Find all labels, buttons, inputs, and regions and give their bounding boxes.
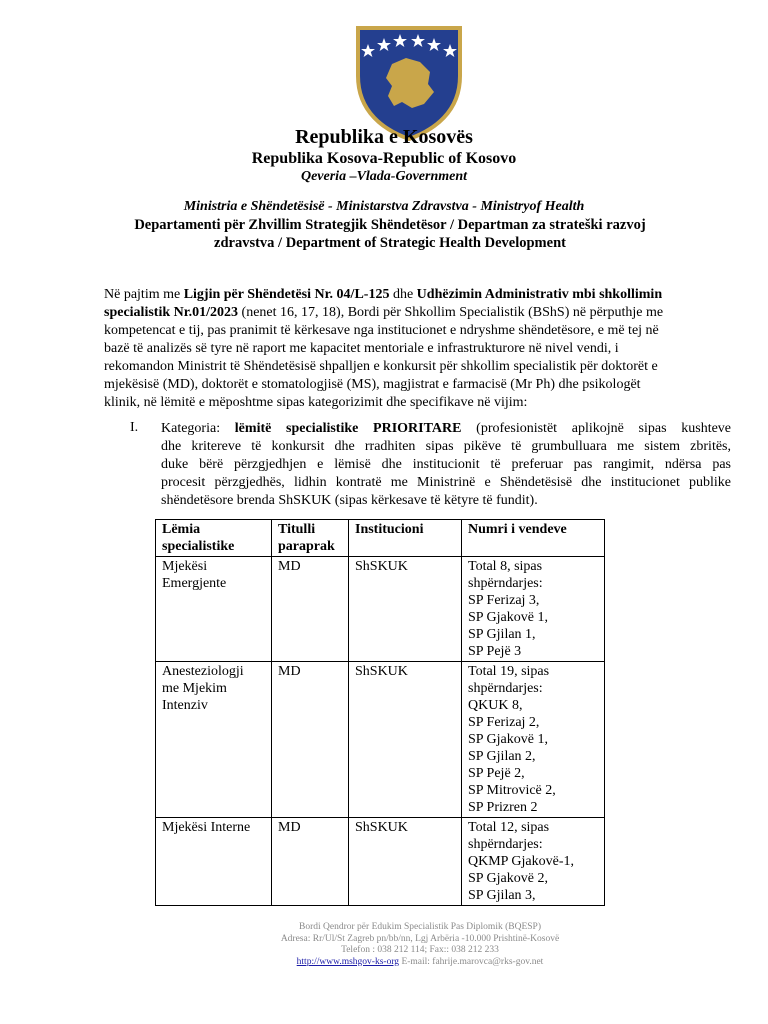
section-text: Kategoria:: [161, 421, 235, 436]
header-title: Titulli paraprak: [272, 520, 349, 557]
cell-institution: ShSKUK: [349, 557, 462, 662]
intro-line: kompetencat e tij, pas pranimit të kërkesave nga institucionet e ndryshme shëndetësore, e më tej në: [104, 323, 659, 338]
footer-contact: [0, 957, 768, 969]
cell-field: Mjekësi Emergjente: [156, 557, 272, 662]
table-row: [156, 557, 605, 662]
section-line: dhe kritereve të konkursit dhe rradhiten sipas pikëve të grumbulluara me sistem zbritës,: [161, 439, 731, 454]
cell-institution: ShSKUK: [349, 818, 462, 906]
intro-text: dhe: [389, 287, 417, 302]
footer-website-link[interactable]: http://www.mshgov-ks-org: [296, 956, 400, 967]
section-category-name: lëmitë specialistike PRIORITARE: [234, 421, 462, 436]
department-line-2: zdravstva / Department of Strategic Health Development: [214, 235, 566, 251]
footer-address: Adresa: Rr/Ul/St Zagreb pn/bb/nn, Lgj Arbëria -10.000 Prishtinë-Kosovë: [280, 933, 560, 944]
department-line-1: Departamenti për Zhvillim Strategjik Shëndetësor / Departman za strateški razvoj: [134, 217, 646, 233]
header-title: Republika e Kosovës: [295, 126, 473, 148]
cell-places: Total 19, sipas shpërndarjes: QKUK 8, SP Ferizaj 2, SP Gjakovë 1, SP Gjilan 2, SP Pejë 2, SP Mitrovicë 2, SP Prizren 2: [462, 662, 605, 818]
header-subtitle: Republika Kosova-Republic of Kosovo: [251, 150, 517, 167]
cell-places: Total 8, sipas shpërndarjes: SP Ferizaj 3, SP Gjakovë 1, SP Gjilan 1, SP Pejë 3: [462, 557, 605, 662]
intro-law-reference: Ligjin për Shëndetësi Nr. 04/L-125: [183, 287, 390, 302]
intro-line: rekomandon Ministrit të Shëndetësisë shpalljen e konkursit për shkollim specialistik për doktorët e: [104, 359, 658, 374]
header-department: [110, 216, 670, 252]
header-ministry: Ministria e Shëndetësisë - Ministarstva Zdravstva - Ministryof Health: [183, 199, 585, 214]
section-text: (profesionistët aplikojnë sipas kushteve: [461, 421, 732, 436]
intro-line: klinik, në lëmitë e mëposhtme sipas kategorizimit dhe specifikave në vijim:: [104, 395, 528, 410]
specialty-table: [155, 519, 605, 906]
section-line: shëndetësore brenda ShSKUK (sipas kërkesave të këtyre të fundit).: [161, 493, 538, 508]
section-line: procesit përzgjedhës, lidhin kontratë me Ministrinë e Shëndetësisë dhe institucionet publike: [161, 475, 731, 490]
section-number: I.: [130, 420, 139, 435]
cell-title: MD: [272, 662, 349, 818]
header-institution: Institucioni: [349, 520, 462, 557]
cell-institution: ShSKUK: [349, 662, 462, 818]
intro-instruction-reference: Udhëzimin Administrativ mbi shkollimin: [416, 287, 663, 302]
page-footer: [0, 922, 768, 968]
cell-field: Anesteziologji me Mjekim Intenziv: [156, 662, 272, 818]
header-places: Numri i vendeve: [462, 520, 605, 557]
cell-title: MD: [272, 818, 349, 906]
header-field: Lëmia specialistike: [156, 520, 272, 557]
table-row: [156, 818, 605, 906]
footer-organization: Bordi Qendror për Edukim Specialistik Pas Diplomik (BQESP): [299, 922, 541, 932]
intro-line: mjekësisë (MD), doktorët e stomatologjisë (MS), magjistrat e farmacisë (Mr Ph) dhe psikologët: [104, 377, 641, 392]
intro-text: Në pajtim me: [104, 287, 184, 302]
cell-places: Total 12, sipas shpërndarjes: QKMP Gjakovë-1, SP Gjakovë 2, SP Gjilan 3,: [462, 818, 605, 906]
section-category-text: [161, 420, 731, 510]
section-line: duke bërë përzgjedhjen e lëmisë dhe institucionit të preferuar pas rangimit, ndërsa pas: [161, 457, 731, 472]
table-row: [156, 662, 605, 818]
footer-email: E-mail: fahrije.marovca@rks-gov.net: [399, 956, 544, 967]
intro-line: bazë të analizës së tyre në raport me kapacitet mentoriale e infrastrukturore në nivel vendi, i: [104, 341, 619, 356]
coat-of-arms-emblem: [354, 24, 464, 142]
intro-paragraph: [104, 286, 728, 412]
header-government: Qeveria –Vlada-Government: [300, 169, 468, 184]
table-header-row: [156, 520, 605, 557]
intro-text: (nenet 16, 17, 18), Bordi për Shkollim Specialistik (BShS) në përputhje me: [238, 305, 664, 320]
intro-instruction-number: specialistik Nr.01/2023: [104, 305, 239, 320]
cell-title: MD: [272, 557, 349, 662]
cell-field: Mjekësi Interne: [156, 818, 272, 906]
footer-phone: Telefon : 038 212 114; Fax:: 038 212 233: [341, 945, 499, 955]
